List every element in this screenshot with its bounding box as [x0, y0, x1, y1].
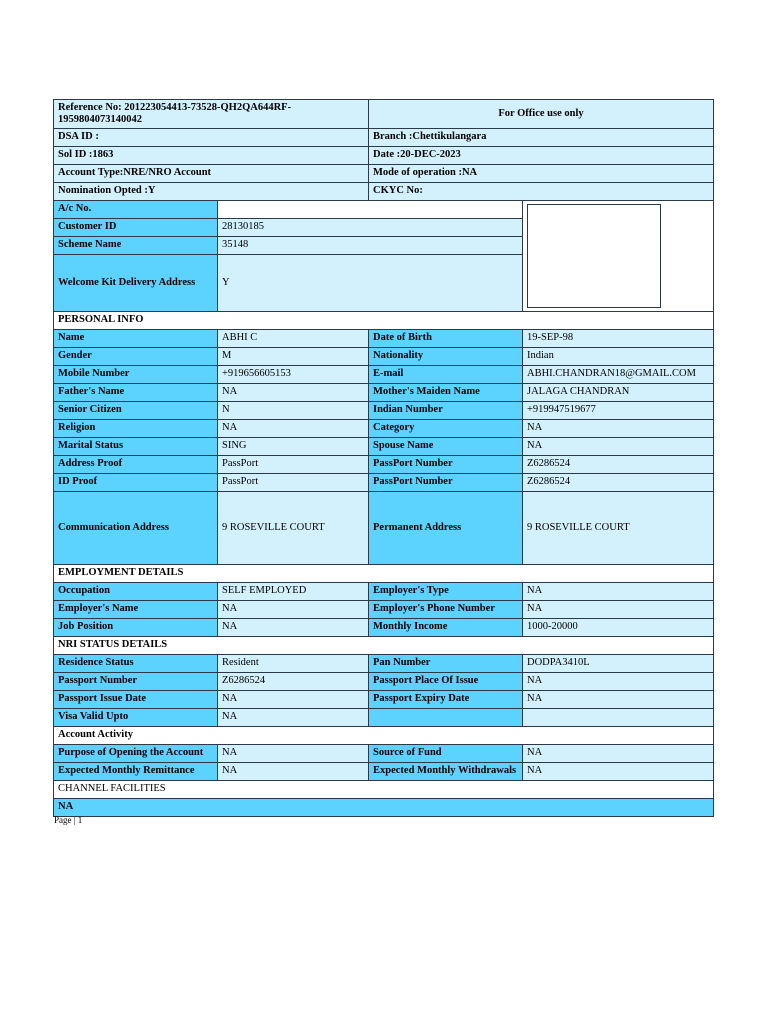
field-label: Date of Birth: [369, 330, 523, 348]
table-row: [54, 709, 714, 727]
field-label: Mobile Number: [54, 366, 218, 384]
field-label: [369, 709, 523, 727]
field-value: NA: [523, 438, 714, 456]
header-row: [54, 165, 714, 183]
personal-info-rows: [54, 330, 714, 565]
field-value: N: [218, 402, 369, 420]
field-label: Marital Status: [54, 438, 218, 456]
mode-of-operation: Mode of operation :NA: [369, 165, 714, 183]
field-value: 9 ROSEVILLE COURT: [523, 492, 714, 565]
field-value: NA: [218, 619, 369, 637]
ac-no-value: [218, 201, 523, 219]
field-label: Passport Issue Date: [54, 691, 218, 709]
welcome-kit-value: Y: [218, 255, 523, 312]
field-label: Address Proof: [54, 456, 218, 474]
field-label: Religion: [54, 420, 218, 438]
field-value: SELF EMPLOYED: [218, 583, 369, 601]
nri-status-rows: [54, 655, 714, 727]
field-value: Resident: [218, 655, 369, 673]
field-value: 19-SEP-98: [523, 330, 714, 348]
table-row: [54, 402, 714, 420]
table-row: [54, 420, 714, 438]
reference-number: Reference No: 201223054413-73528-QH2QA644RF-1959804073140042: [54, 100, 369, 129]
section-header: [54, 781, 714, 799]
field-value: NA: [523, 673, 714, 691]
field-label: Monthly Income: [369, 619, 523, 637]
field-label: PassPort Number: [369, 474, 523, 492]
field-label: PassPort Number: [369, 456, 523, 474]
header-row: [54, 183, 714, 201]
field-value: [523, 709, 714, 727]
scheme-name-label: Scheme Name: [54, 237, 218, 255]
table-row: [54, 745, 714, 763]
table-row: [54, 330, 714, 348]
account-activity-heading: Account Activity: [54, 727, 714, 745]
field-value: NA: [218, 601, 369, 619]
table-row: [54, 474, 714, 492]
field-label: Senior Citizen: [54, 402, 218, 420]
field-value: NA: [523, 691, 714, 709]
field-label: Father's Name: [54, 384, 218, 402]
channel-facilities-heading: CHANNEL FACILITIES: [54, 781, 714, 799]
field-label: Source of Fund: [369, 745, 523, 763]
field-label: Occupation: [54, 583, 218, 601]
table-row: [54, 366, 714, 384]
account-type: Account Type:NRE/NRO Account: [54, 165, 369, 183]
section-header: [54, 312, 714, 330]
table-row: [54, 763, 714, 781]
table-row: [54, 348, 714, 366]
date: Date :20-DEC-2023: [369, 147, 714, 165]
header-row-reference: [54, 100, 714, 129]
photo-box: [527, 204, 661, 308]
page-footer: Page | 1: [54, 815, 83, 825]
field-value: SING: [218, 438, 369, 456]
welcome-kit-label: Welcome Kit Delivery Address: [54, 255, 218, 312]
field-label: Expected Monthly Withdrawals: [369, 763, 523, 781]
table-row: [54, 438, 714, 456]
field-label: Purpose of Opening the Account: [54, 745, 218, 763]
field-label: Gender: [54, 348, 218, 366]
field-label: Pan Number: [369, 655, 523, 673]
field-value: Z6286524: [218, 673, 369, 691]
field-value: DODPA3410L: [523, 655, 714, 673]
table-row: [54, 619, 714, 637]
field-label: Expected Monthly Remittance: [54, 763, 218, 781]
account-activity-rows: [54, 745, 714, 781]
photo-cell: [523, 201, 714, 312]
branch: Branch :Chettikulangara: [369, 129, 714, 147]
field-value: 9 ROSEVILLE COURT: [218, 492, 369, 565]
section-header: [54, 727, 714, 745]
table-row: [54, 601, 714, 619]
field-value: ABHI.CHANDRAN18@GMAIL.COM: [523, 366, 714, 384]
ac-no-label: A/c No.: [54, 201, 218, 219]
field-value: NA: [218, 691, 369, 709]
field-value: PassPort: [218, 474, 369, 492]
table-row: [54, 673, 714, 691]
field-label: Passport Number: [54, 673, 218, 691]
table-row: [54, 456, 714, 474]
account-opening-form: [53, 99, 714, 817]
nomination-opted: Nomination Opted :Y: [54, 183, 369, 201]
scheme-name-value: 35148: [218, 237, 523, 255]
ckyc-number: CKYC No:: [369, 183, 714, 201]
section-header: [54, 565, 714, 583]
channel-row: [54, 799, 714, 817]
field-value: +919656605153: [218, 366, 369, 384]
field-label: Residence Status: [54, 655, 218, 673]
section-header: [54, 637, 714, 655]
field-label: Job Position: [54, 619, 218, 637]
personal-info-heading: PERSONAL INFO: [54, 312, 714, 330]
field-value: ABHI C: [218, 330, 369, 348]
field-value: NA: [218, 384, 369, 402]
field-label: Category: [369, 420, 523, 438]
field-value: Z6286524: [523, 474, 714, 492]
account-row: [54, 201, 714, 219]
channel-facilities-value: NA: [54, 799, 714, 817]
field-label: Passport Place Of Issue: [369, 673, 523, 691]
field-label: Indian Number: [369, 402, 523, 420]
field-label: Visa Valid Upto: [54, 709, 218, 727]
nri-status-heading: NRI STATUS DETAILS: [54, 637, 714, 655]
employment-rows: [54, 583, 714, 637]
field-label: Nationality: [369, 348, 523, 366]
office-use-label: For Office use only: [369, 100, 714, 129]
field-value: NA: [523, 583, 714, 601]
field-label: Employer's Type: [369, 583, 523, 601]
table-row: [54, 655, 714, 673]
field-value: +919947519677: [523, 402, 714, 420]
field-value: Z6286524: [523, 456, 714, 474]
header-row: [54, 147, 714, 165]
dsa-id: DSA ID :: [54, 129, 369, 147]
field-label: Permanent Address: [369, 492, 523, 565]
table-row: [54, 492, 714, 565]
field-label: ID Proof: [54, 474, 218, 492]
field-label: Mother's Maiden Name: [369, 384, 523, 402]
table-row: [54, 384, 714, 402]
field-label: Spouse Name: [369, 438, 523, 456]
field-value: Indian: [523, 348, 714, 366]
field-label: E-mail: [369, 366, 523, 384]
field-value: M: [218, 348, 369, 366]
field-value: NA: [523, 420, 714, 438]
header-row: [54, 129, 714, 147]
table-row: [54, 691, 714, 709]
field-label: Name: [54, 330, 218, 348]
employment-heading: EMPLOYMENT DETAILS: [54, 565, 714, 583]
customer-id-value: 28130185: [218, 219, 523, 237]
field-label: Communication Address: [54, 492, 218, 565]
field-value: NA: [218, 763, 369, 781]
field-value: NA: [218, 420, 369, 438]
field-value: NA: [218, 709, 369, 727]
field-label: Passport Expiry Date: [369, 691, 523, 709]
field-value: NA: [523, 763, 714, 781]
table-row: [54, 583, 714, 601]
field-label: Employer's Phone Number: [369, 601, 523, 619]
field-value: NA: [523, 601, 714, 619]
customer-id-label: Customer ID: [54, 219, 218, 237]
field-value: 1000-20000: [523, 619, 714, 637]
field-value: NA: [523, 745, 714, 763]
field-value: NA: [218, 745, 369, 763]
field-value: PassPort: [218, 456, 369, 474]
sol-id: Sol ID :1863: [54, 147, 369, 165]
field-value: JALAGA CHANDRAN: [523, 384, 714, 402]
field-label: Employer's Name: [54, 601, 218, 619]
